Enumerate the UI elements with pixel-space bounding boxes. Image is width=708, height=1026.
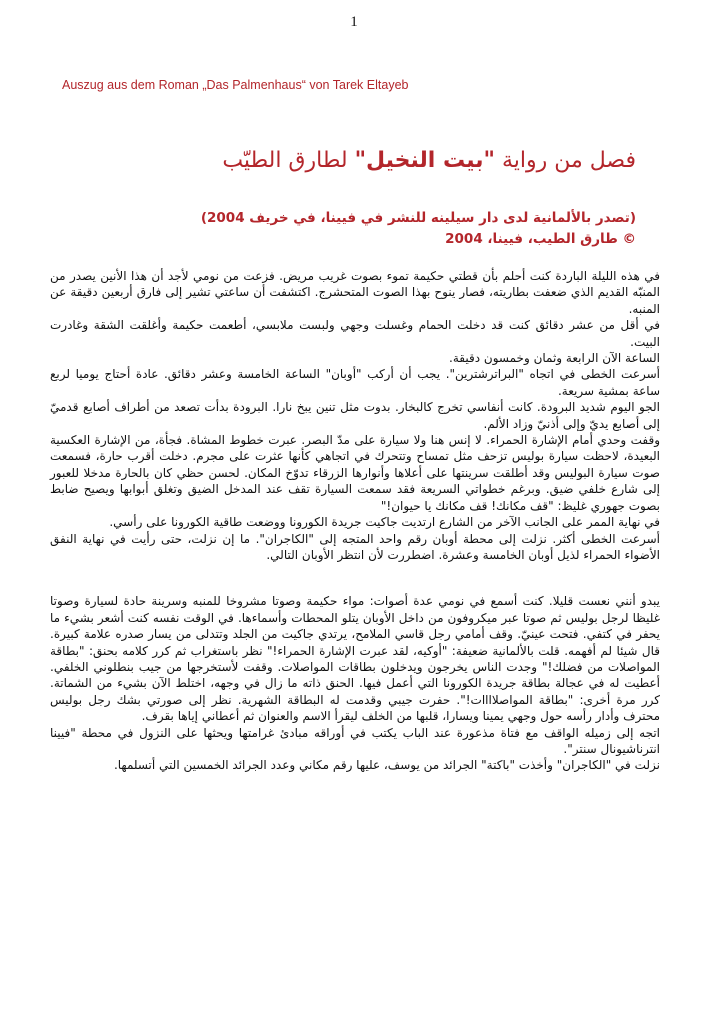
paragraph: نزلت في "الكاجران" وأخذت "باكتة" الجرائد من يوسف، عليها رقم مكاني وعدد الجرائد الخمسين التي أتسلمها. bbox=[113, 758, 660, 773]
paragraph: يبدو أنني نعست قليلا. كنت أسمع في نومي عدة أصوات: مواء حكيمة وصوتا مشروخا للمنبه وسرينة حادة لسيارة وصوتا غليظا لرجل بوليس ثم صوتا عبر ميكروفون من داخل الأوبان يتلو المحطات وأسماءها. في الوقت نفسه كنت أشعر بشيء ما يحفر في كتفي. فتحت عينيّ. وقف أمامي رجل قاسي الملامح، يرتدي جاكيت من الجلد وتتدلى من يسار صدره علامة كبيرة. قال شيئا لم أفهمه. قلت بالألمانية ضعيفة: "أوكيه، لقد عبرت الإشارة الحمراء!" نظر باستغراب ثم كرر كلامه بحنق: "بطاقة المواصلات من فضلك!" وجدت الناس يخرجون ويدخلون بطاقات المواصلات. وقفت لأستخرجها من جيب بنطلوني الخلفي. أعطيت له في عجالة بطاقة جريدة الكورونا التي أعمل فيها. الحنق ذاته ما زال في وجهه، اختلط الآن بشيء من الشماتة. كرر مرة أخرى: "بطاقة المواصلاااات!". حفرت جيبي وقدمت له البطاقة الشهرية. نظر إلى صورتي بشك رجل بوليس محترف وأدار رأسه حول وجهي يمينا ويسارا، قلبها من الخلف ليقرأ الاسم والعنوان ثم أعطاني إياها بقرف. bbox=[50, 594, 660, 724]
paragraph: في نهاية الممر على الجانب الآخر من الشارع ارتديت جاكيت جريدة الكورونا ووضعت طاقية الكورونا على رأسي. bbox=[109, 515, 660, 530]
paragraph: أسرعت الخطى في اتجاه "البراترشترين". يجب أن أركب "أوبان" الساعة الخامسة وعشر دقائق. عادة أحتاج يوميا لربع ساعة بمشية سريعة. bbox=[50, 367, 660, 398]
publication-info bbox=[76, 208, 636, 250]
page-number: 1 bbox=[350, 14, 358, 30]
paragraph: وقفت وحدي أمام الإشارة الحمراء. لا إنس هنا ولا سيارة على مدّ البصر. عبرت خطوط المشاة. فجأة، من الإشارة العكسية البعيدة، لاحظت سيارة بوليس تزحف مثل تمساح وتتحرك في اتجاهي كأنها عثرت على مجرم. دخلت أقرب حارة، فسمعت صوت سيارة البوليس وقد أطلقت سرينتها على أعلاها وأنوارها الزرقاء تدوّخ المكان. لحسن حظي كان بالحارة مدخلا للعبور إلى شارع خلفي ضيق. وبرغم خطواتي السريعة فقد سمعت السيارة تقف عند المدخل الضيق وتغلق أبوابها ويصيح ضابط بصوت جهوري غليظ: "قف مكانك! قف مكانك يا حيوان!" bbox=[50, 433, 660, 513]
copyright-line: © طارق الطيب، فيينا، 2004 bbox=[445, 231, 636, 247]
paragraph: في هذه الليلة الباردة كنت أحلم بأن قطتي حكيمة تموء بصوت غريب مريض. فزعت من نومي لأجد أن هذا الأنين يصدر من المنبّه القديم الذي ضعفت بطاريته، فصار ينوح بهذا الصوت المتحشرج. اكتشفت أن ساعتي تشير إلى فارق أربعين دقيقة عن المنبه. bbox=[50, 269, 660, 316]
title-part-1: فصل من رواية bbox=[494, 148, 636, 173]
excerpt-header: Auszug aus dem Roman „Das Palmenhaus“ von Tarek Eltayeb bbox=[62, 78, 409, 92]
body-text bbox=[50, 268, 660, 774]
section-gap bbox=[50, 563, 660, 593]
paragraph: الساعة الآن الرابعة وثمان وخمسون دقيقة. bbox=[449, 351, 660, 366]
paragraph: اتجه إلى زميله الواقف مع فتاة مذعورة عند الباب يكتب في أوراقه مبادئ غرامتها ويحثها على النزول في محطة "فيينا انترناشيونال سنتر". bbox=[50, 725, 660, 756]
paragraph: في أقل من عشر دقائق كنت قد دخلت الحمام وغسلت وجهي ولبست ملابسي، أطعمت حكيمة وأغلقت الشقة وغادرت البيت. bbox=[50, 318, 660, 349]
title-novel-name: "بيت النخيل" bbox=[354, 148, 495, 173]
chapter-title bbox=[222, 148, 636, 173]
title-part-3: لطارق الطيّب bbox=[222, 148, 355, 173]
paragraph: أسرعت الخطى أكثر. نزلت إلى محطة أوبان رقم واحد المتجه إلى "الكاجران". ما إن نزلت، حتى رأيت في نهاية النفق الأضواء الحمراء لذيل أوبان الخامسة وعشرة. اضطررت لأن انتظر الأوبان التالي. bbox=[50, 531, 660, 562]
publication-line-1: (تصدر بالألمانية لدى دار سيلينه للنشر في فيينا، في خريف 2004) bbox=[200, 210, 636, 226]
paragraph: الجو اليوم شديد البرودة. كانت أنفاسي تخرج كالبخار. بدوت مثل تنين يبخ نارا. البرودة بدأت تصعد من أطراف أصابع قدميّ إلى أصابع يديّ وإلى أذنيّ وزاد الألم. bbox=[50, 400, 660, 431]
